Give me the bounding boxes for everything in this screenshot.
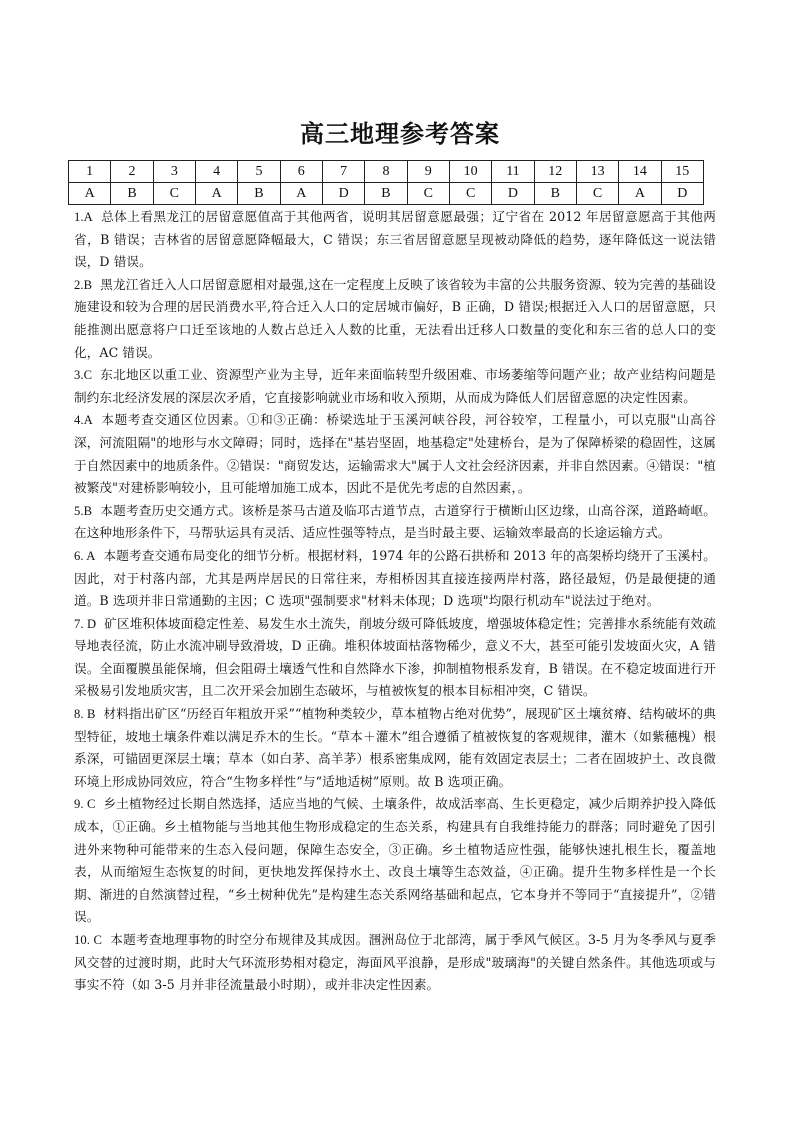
explanation-text: 本题考查地理事物的时空分布规律及其成因。涠洲岛位于北部湾，属于季风气候区。3-5 月为冬季风与夏季风交替的过渡时期，此时大气环流形势相对稳定，海面风平浪静，是形成"玻璃海"的关键自然条件。其他选项或与事实不符（如 3-5 月并非径流量最小时期），或并非决定性因素。: [74, 932, 716, 993]
answer-letter-cell: B: [365, 183, 407, 205]
answer-letter-cell: B: [238, 183, 280, 205]
explanation-number: 7. D: [74, 616, 97, 631]
answer-key-letter-row: [69, 183, 704, 205]
explanation-number: 4.A: [74, 413, 93, 428]
question-number-cell: 5: [238, 161, 280, 183]
answer-letter-cell: A: [69, 183, 111, 205]
explanation-3: [74, 364, 716, 409]
question-number-cell: 10: [449, 161, 491, 183]
explanation-8: [74, 703, 716, 793]
answer-letter-cell: C: [449, 183, 491, 205]
explanation-text: 黑龙江省迁入人口居留意愿相对最强,这在一定程度上反映了该省较为丰富的公共服务资源、较为完善的基础设施建设和较为合理的居民消费水平,符合迁入人口的定居城市偏好，B 正确，D 错误;根据迁入人口的居留意愿，只能推测出愿意将户口迁至该地的人数占总迁入人数的比重，无法看出迁移人口数量的变化和东三省的总人口的变化，AC 错误。: [74, 276, 716, 360]
question-number-cell: 15: [661, 161, 703, 183]
explanation-9: [74, 793, 716, 929]
explanation-number: 9. C: [74, 797, 96, 812]
answer-letter-cell: D: [661, 183, 703, 205]
question-number-cell: 8: [365, 161, 407, 183]
answer-letter-cell: A: [195, 183, 237, 205]
question-number-cell: 7: [322, 161, 364, 183]
question-number-cell: 9: [407, 161, 449, 183]
page-title: 高三地理参考答案: [300, 119, 500, 148]
answer-letter-cell: D: [492, 183, 534, 205]
answer-letter-cell: B: [111, 183, 153, 205]
explanation-5: [74, 500, 716, 545]
explanation-text: 本题考查交通区位因素。①和③正确：桥梁选址于玉溪河峡谷段，河谷较窄，工程量小，可以克服"山高谷深，河流阻隔"的地形与水文障碍；同时，选择在"基岩坚固，地基稳定"处建桥台，是为了保障桥梁的稳固性，这属于自然因素中的地质条件。②错误："商贸发达，运输需求大"属于人文社会经济因素，并非自然因素。④错误："植被繁茂"对建桥影响较小，且可能增加施工成本，因此不是优先考虑的自然因素，。: [74, 412, 716, 496]
explanation-number: 6. A: [74, 548, 96, 563]
explanation-text: 本题考查历史交通方式。该桥是茶马古道及临邛古道节点，古道穿行于横断山区边缘，山高谷深，道路崎岖。在这种地形条件下，马帮驮运具有灵活、适应性强等特点，是当时最主要、运输效率最高的长途运输方式。: [74, 502, 716, 541]
explanation-10: [74, 929, 716, 997]
answer-letter-cell: A: [619, 183, 661, 205]
question-number-cell: 12: [534, 161, 576, 183]
question-number-cell: 14: [619, 161, 661, 183]
explanation-7: [74, 613, 716, 703]
answer-letter-cell: D: [322, 183, 364, 205]
explanation-number: 5.B: [74, 503, 93, 518]
question-number-cell: 6: [280, 161, 322, 183]
explanation-number: 2.B: [74, 277, 93, 292]
answer-key-table: [68, 160, 704, 205]
explanation-4: [74, 409, 716, 499]
question-number-cell: 11: [492, 161, 534, 183]
explanation-text: 本题考查交通布局变化的细节分析。根据材料，1974 年的公路石拱桥和 2013 年的高架桥均绕开了玉溪村。因此，对于村落内部，尤其是两岸居民的日常往来，寿相桥因其直接连接两岸村落，路径最短，仍是最便捷的通道。B 选项并非日常通勤的主因；C 选项"强制要求"材料未体现；D 选项"均限行机动车"说法过于绝对。: [74, 547, 716, 609]
explanation-text: 总体上看黑龙江的居留意愿值高于其他两省，说明其居留意愿最强；辽宁省在 2012 年居留意愿高于其他两省，B 错误；吉林省的居留意愿降幅最大，C 错误；东三省居留意愿呈现被动降低的趋势，逐年降低这一说法错误，D 错误。: [74, 209, 716, 270]
explanation-number: 3.C: [74, 368, 93, 383]
explanation-text: 材料指出矿区“历经百年粗放开采”“植物种类较少，草本植物占绝对优势”，展现矿区土壤贫瘠、结构破坏的典型特征，坡地土壤条件难以满足乔木的生长。“草本＋灌木”组合遵循了植被恢复的客观规律，灌木（如紫穗槐）根系深，可锚固更深层土壤；草本（如白茅、高羊茅）根系密集成网，能有效固定表层土；二者在固坡护土、改良微环境上形成协同效应，符合“生物多样性”与“适地适树”原则。故 B 选项正确。: [74, 706, 716, 789]
question-number-cell: 1: [69, 161, 111, 183]
explanation-text: 矿区堆积体坡面稳定性差、易发生水土流失，削坡分级可降低坡度，增强坡体稳定性；完善排水系统能有效疏导地表径流，防止水流冲刷导致滑坡，D 正确。堆积体坡面枯落物稀少，意义不大，甚至可能引发坡面火灾，A 错误。全面覆膜虽能保墒，但会阻碍土壤透气性和自然降水下渗，抑制植物根系发育，B 错误。在不稳定坡面进行开采极易引发地质灾害，且二次开采会加剧生态破坏，与植被恢复的根本目标相冲突，C 错误。: [74, 615, 716, 699]
explanation-text: 东北地区以重工业、资源型产业为主导，近年来面临转型升级困难、市场萎缩等问题产业；故产业结构问题是制约东北经济发展的深层次矛盾，它直接影响就业市场和收入预期，从而成为降低人们居留意愿的决定性因素。: [74, 367, 716, 405]
explanation-number: 1.A: [74, 210, 93, 224]
answer-letter-cell: C: [407, 183, 449, 205]
explanation-2: [74, 274, 716, 364]
answer-letter-cell: C: [153, 183, 195, 205]
explanation-1: [74, 206, 716, 274]
answer-letter-cell: A: [280, 183, 322, 205]
question-number-cell: 3: [153, 161, 195, 183]
answer-key-number-row: [69, 161, 704, 183]
explanation-text: 乡土植物经过长期自然选择，适应当地的气候、土壤条件，故成活率高、生长更稳定，减少后期养护投入降低成本，①正确。乡土植物能与当地其他生物形成稳定的生态关系，构建具有自我维持能力的群落；同时避免了因引进外来物种可能带来的生态入侵问题，保障生态安全，③正确。乡土植物适应性强，能够快速扎根生长，覆盖地表，从而缩短生态恢复的时间，更快地发挥保持水土、改良土壤等生态效益，④正确。提升生物多样性是一个长期、渐进的自然演替过程，“乡土树种优先”是构建生态关系网络基础和起点，它本身并不等同于“直接提升”，②错误。: [74, 796, 716, 925]
answer-letter-cell: B: [534, 183, 576, 205]
question-number-cell: 2: [111, 161, 153, 183]
explanations-list: [74, 206, 716, 997]
explanation-number: 10. C: [74, 933, 103, 947]
explanation-6: [74, 545, 716, 613]
question-number-cell: 13: [576, 161, 618, 183]
explanation-number: 8. B: [74, 707, 96, 722]
question-number-cell: 4: [195, 161, 237, 183]
answer-letter-cell: C: [576, 183, 618, 205]
